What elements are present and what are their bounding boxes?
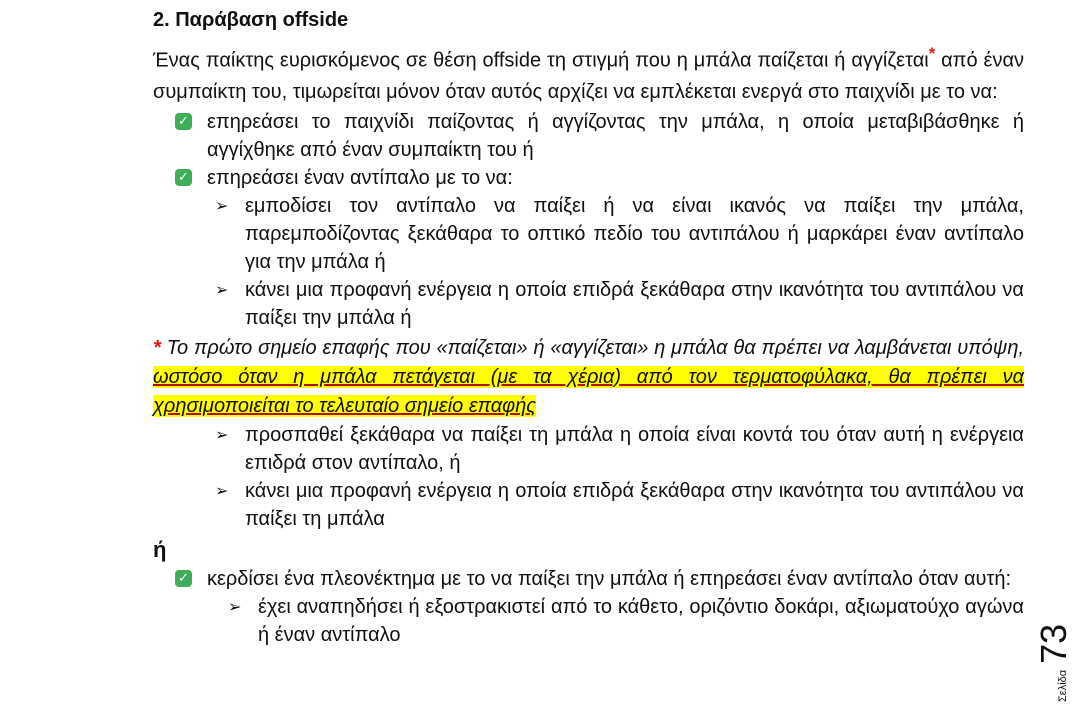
arrow-item [215, 477, 1024, 533]
checkbox-icon: ✓ [175, 169, 192, 186]
intro-paragraph [153, 38, 1024, 108]
page-number [1033, 623, 1074, 702]
page-label: Σελίδα [1057, 669, 1069, 702]
item-text: κερδίσει ένα πλεονέκτημα με το να παίξει την μπάλα ή επηρεάσει έναν αντίπαλο όταν αυτή: [207, 567, 1012, 590]
arrow-bullet-icon: ➢ [215, 279, 229, 299]
asterisk-marker: * [928, 44, 936, 63]
or-label: ή [153, 536, 167, 562]
arrow-item [215, 276, 1024, 332]
page-number-value: 73 [1033, 623, 1074, 664]
arrow-item [215, 192, 1024, 276]
highlighted-text: ωστόσο όταν η μπάλα πετάγεται (με τα χέρια) από τον τερματοφύλακα, θα πρέπει να χρησιμοποιείται το τελευταίο σημείο επαφής [153, 365, 1024, 417]
checkbox-icon: ✓ [175, 570, 192, 587]
footnote [153, 334, 1024, 421]
item-text: επηρεάσει έναν αντίπαλο με το να: [207, 166, 513, 189]
check-item [178, 164, 1024, 192]
document-body [153, 38, 1024, 649]
intro-text-cont: από έναν συμπαίκτη του, τιμωρείται μόνον όταν αυτός αρχίζει να εμπλέκεται ενεργά στο παιχνίδι με το να: [153, 49, 1025, 103]
item-text: επηρεάσει το παιχνίδι παίζοντας ή αγγίζοντας την μπάλα, η οποία μεταβιβάσθηκε ή αγγίχθηκε από έναν συμπαίκτη του ή [207, 110, 1024, 161]
check-item [178, 565, 1024, 593]
asterisk-marker: * [153, 336, 161, 359]
item-text: έχει αναπηδήσει ή εξοστρακιστεί από το κάθετο, οριζόντιο δοκάρι, αξιωματούχο αγώνα ή έναν αντίπαλο [258, 595, 1024, 646]
checkbox-icon: ✓ [175, 113, 192, 130]
section-title: 2. Παράβαση offside [153, 9, 349, 31]
arrow-item [215, 421, 1024, 477]
item-text: κάνει μια προφανή ενέργεια η οποία επιδρά ξεκάθαρα στην ικανότητα του αντιπάλου να παίξει τη μπάλα [245, 479, 1024, 530]
arrow-bullet-icon: ➢ [215, 480, 229, 500]
arrow-bullet-icon: ➢ [215, 424, 229, 444]
arrow-item [228, 593, 1024, 649]
item-text: προσπαθεί ξεκάθαρα να παίξει τη μπάλα η οποία είναι κοντά του όταν αυτή η ενέργεια επιδρά στον αντίπαλο, ή [245, 423, 1024, 474]
arrow-bullet-icon: ➢ [228, 596, 242, 616]
arrow-bullet-icon: ➢ [215, 195, 229, 215]
check-item [178, 108, 1024, 164]
intro-text: Ένας παίκτης ευρισκόμενος σε θέση offside τη στιγμή που η μπάλα παίζεται ή αγγίζεται [153, 49, 929, 72]
item-text: κάνει μια προφανή ενέργεια η οποία επιδρά ξεκάθαρα στην ικανότητα του αντιπάλου να παίξει την μπάλα ή [245, 278, 1024, 329]
item-text: εμποδίσει τον αντίπαλο να παίξει ή να είναι ικανός να παίξει την μπάλα, παρεμποδίζοντας ξεκάθαρα το οπτικό πεδίο του αντιπάλου ή μαρκάρει έναν αντίπαλο για την μπάλα ή [245, 194, 1024, 273]
footnote-text: Το πρώτο σημείο επαφής που «παίζεται» ή «αγγίζεται» η μπάλα θα πρέπει να λαμβάνεται υπόψη, [160, 336, 1024, 359]
